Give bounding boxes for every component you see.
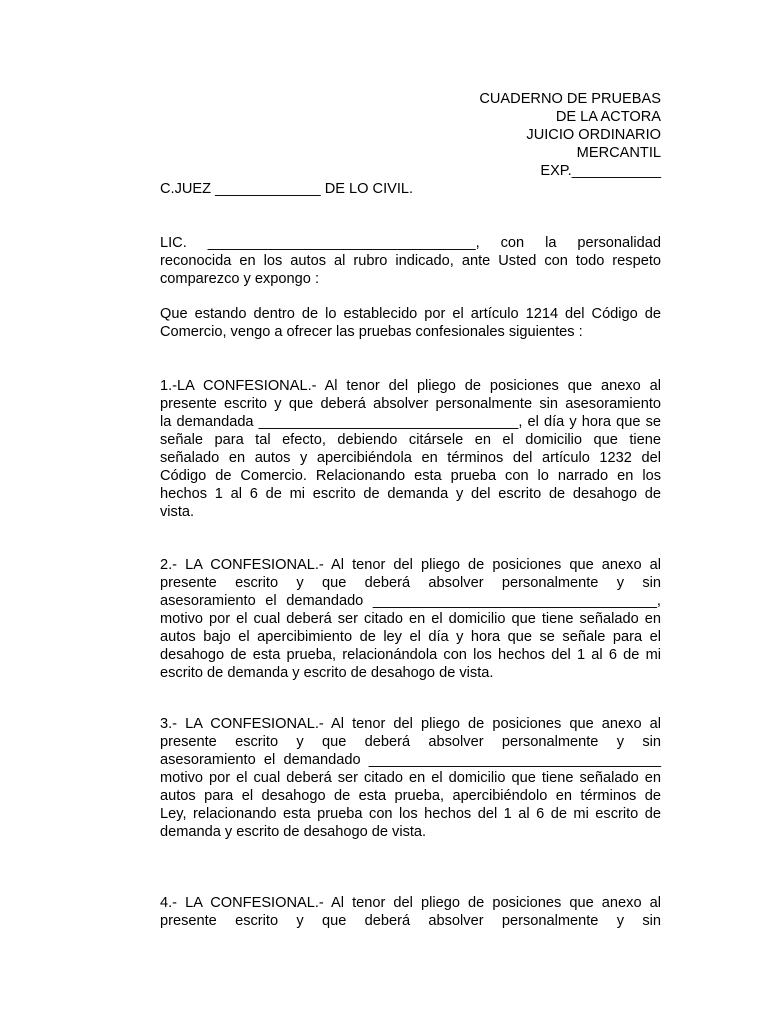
text-line: asesoramiento el demandado ___________________________________, xyxy=(160,593,661,609)
text-line: 1.-LA CONFESIONAL.- Al tenor del pliego de posiciones que anexo al xyxy=(160,378,661,394)
text-line: 3.- LA CONFESIONAL.- Al tenor del pliego de posiciones que anexo al xyxy=(160,716,661,732)
addressee-line: C.JUEZ _____________ DE LO CIVIL. xyxy=(160,181,414,197)
text-line: autos para el desahogo de esta prueba, apercibiéndolo en términos de xyxy=(160,788,661,804)
text-line: señale para tal efecto, debiendo citársele en el domicilio que tiene xyxy=(160,432,661,448)
text-line: presente escrito y que deberá absolver personalmente y sin xyxy=(160,913,661,929)
text-line: desahogo de esta prueba, relacionándola con los hechos del 1 al 6 de mi xyxy=(160,647,661,663)
text-line: asesoramiento el demandado ____________________________________ xyxy=(160,752,661,768)
evidence-paragraph-1 xyxy=(160,377,661,521)
text-line: Que estando dentro de lo establecido por el artículo 1214 del Código de xyxy=(160,306,661,322)
heading-line-trial: JUICIO ORDINARIO xyxy=(526,127,661,143)
text-line: demanda y escrito de desahogo de vista. xyxy=(160,824,427,840)
text-line: Ley, relacionando esta prueba con los hechos del 1 al 6 de mi escrito de xyxy=(160,806,661,822)
text-line: presente escrito y que deberá absolver personalmente sin asesoramiento xyxy=(160,396,661,412)
case-heading xyxy=(479,90,661,180)
text-line: presente escrito y que deberá absolver personalmente y sin xyxy=(160,734,661,750)
text-line: motivo por el cual deberá ser citado en el domicilio que tiene señalado en xyxy=(160,611,661,627)
heading-line-title: CUADERNO DE PRUEBAS xyxy=(479,91,661,107)
text-line: autos bajo el apercibimiento de ley el día y hora que se señale para el xyxy=(160,629,661,645)
text-line: hechos 1 al 6 de mi escrito de demanda y del escrito de desahogo de xyxy=(160,486,661,502)
heading-line-party: DE LA ACTORA xyxy=(555,109,661,125)
text-line: reconocida en los autos al rubro indicado, ante Usted con todo respeto xyxy=(160,253,661,269)
text-line: 4.- LA CONFESIONAL.- Al tenor del pliego de posiciones que anexo al xyxy=(160,895,661,911)
text-line: vista. xyxy=(160,504,195,520)
heading-line-file-number: EXP.___________ xyxy=(540,163,661,179)
text-line: Código de Comercio. Relacionando esta prueba con lo narrado en los xyxy=(160,468,661,484)
text-line: la demandada ________________________________, el día y hora que se xyxy=(160,414,661,430)
text-line: señalado en autos y apercibiéndola en términos del artículo 1232 del xyxy=(160,450,661,466)
offer-paragraph xyxy=(160,305,661,341)
text-line: 2.- LA CONFESIONAL.- Al tenor del pliego de posiciones que anexo al xyxy=(160,557,661,573)
intro-paragraph xyxy=(160,234,661,288)
text-line: LIC. _________________________________, con la personalidad xyxy=(160,235,661,251)
text-line: Comercio, vengo a ofrecer las pruebas confesionales siguientes : xyxy=(160,324,583,340)
evidence-paragraph-4 xyxy=(160,894,661,930)
heading-line-type: MERCANTIL xyxy=(576,145,661,161)
evidence-paragraph-3 xyxy=(160,715,661,841)
text-line: escrito de demanda y escrito de desahogo de vista. xyxy=(160,665,494,681)
text-line: motivo por el cual deberá ser citado en el domicilio que tiene señalado en xyxy=(160,770,661,786)
evidence-paragraph-2 xyxy=(160,556,661,682)
text-line: presente escrito y que deberá absolver personalmente y sin xyxy=(160,575,661,591)
text-line: comparezco y expongo : xyxy=(160,271,319,287)
